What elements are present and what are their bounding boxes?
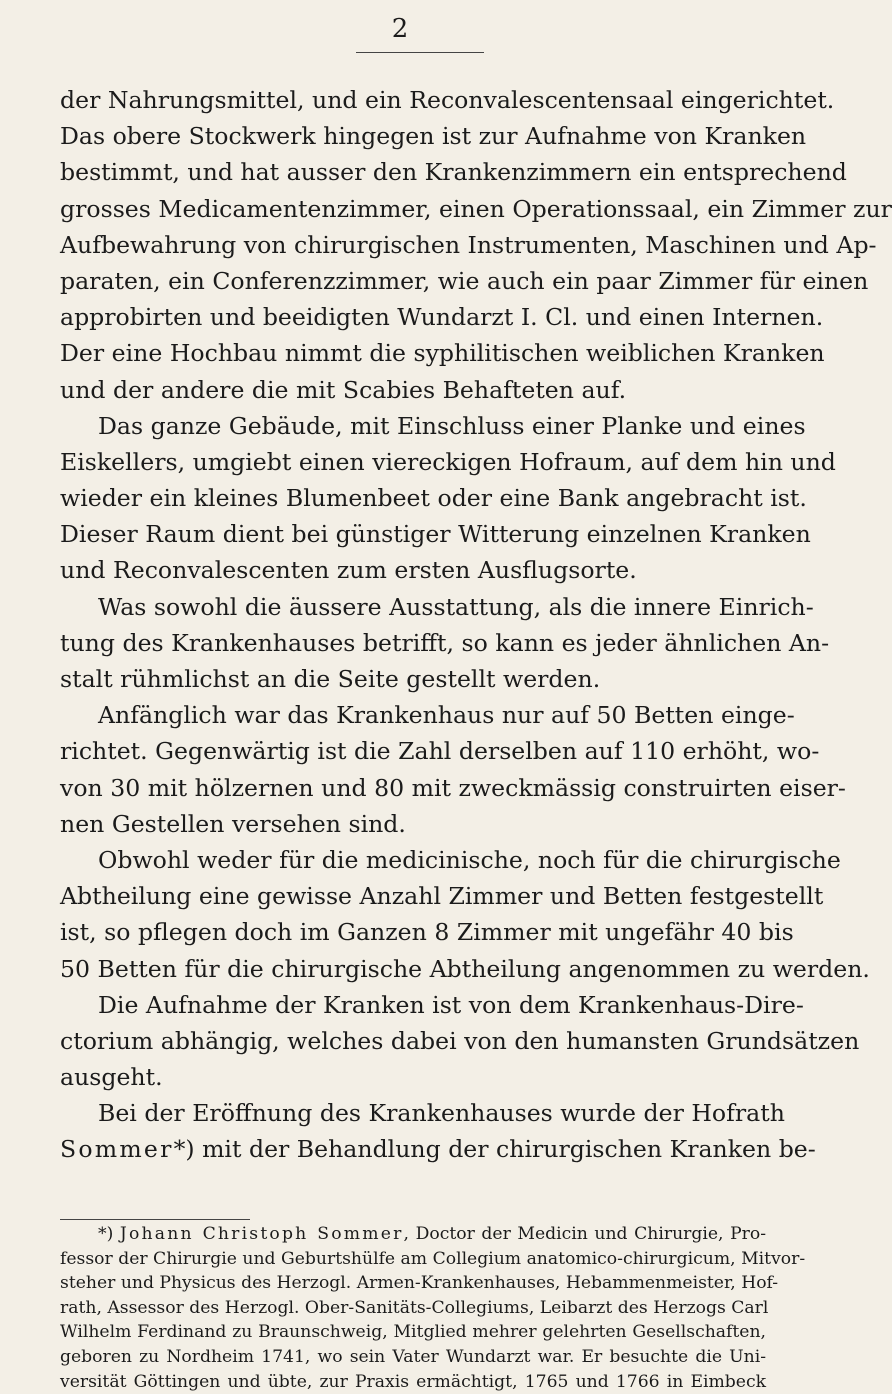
body-text — [60, 82, 892, 1168]
text-line: ist, so pflegen doch im Ganzen 8 Zimmer mit ungefähr 40 bis — [60, 918, 794, 947]
text-line: der Nahrungsmittel, und ein Reconvalescentensaal eingerichtet. — [60, 86, 835, 114]
footnote-line-rest: , Doctor der Medicin und Chirurgie, Pro- — [403, 1224, 767, 1244]
text-line: wieder ein kleines Blumenbeet oder eine Bank angebracht ist. — [60, 484, 807, 513]
text-line: Das obere Stockwerk hingegen ist zur Aufnahme von Kranken — [60, 122, 807, 151]
footnote-line: steher und Physicus des Herzogl. Armen-Krankenhauses, Hebammenmeister, Hof- — [60, 1273, 779, 1294]
text-line: Obwohl weder für die medicinische, noch für die chirurgische — [98, 845, 841, 874]
footnote-line — [60, 1222, 766, 1247]
text-line: Abtheilung eine gewisse Anzahl Zimmer und Betten festgestellt — [60, 882, 824, 911]
text-line: Aufbewahrung von chirurgischen Instrumenten, Maschinen und Ap- — [60, 230, 877, 259]
text-line: und Reconvalescenten zum ersten Ausflugsorte. — [60, 556, 637, 585]
text-line: Eiskellers, umgiebt einen viereckigen Hofraum, auf dem hin und — [60, 447, 836, 476]
text-line: richtet. Gegenwärtig ist die Zahl derselben auf 110 erhöht, wo- — [60, 737, 820, 766]
text-line: und der andere die mit Scabies Behafteten auf. — [60, 375, 627, 404]
text-line: bestimmt, und hat ausser den Krankenzimmern ein entsprechend — [60, 158, 847, 187]
text-line: tung des Krankenhauses betrifft, so kann es jeder ähnlichen An- — [60, 628, 830, 657]
text-line — [60, 1131, 816, 1167]
page-number: 2 — [391, 14, 409, 44]
text-line: approbirten und beeidigten Wundarzt I. Cl. und einen Internen. — [60, 303, 824, 332]
footnotes — [60, 1222, 806, 1394]
header-rule — [356, 52, 484, 53]
footnote-name: Johann Christoph Sommer — [119, 1224, 404, 1244]
text-line: Dieser Raum dient bei günstiger Witterung einzelnen Kranken — [60, 520, 811, 549]
footnote-line: versität Göttingen und übte, zur Praxis ermächtigt, 1765 und 1766 in Eimbeck — [60, 1371, 766, 1392]
text-line: Anfänglich war das Krankenhaus nur auf 50 Betten einge- — [98, 701, 795, 730]
text-line: Was sowohl die äussere Ausstattung, als die innere Einrich- — [98, 592, 814, 621]
text-line: paraten, ein Conferenzzimmer, wie auch ein paar Zimmer für einen — [60, 266, 869, 295]
text-line: Der eine Hochbau nimmt die syphilitischen weiblichen Kranken — [60, 339, 825, 368]
text-line: grosses Medicamentenzimmer, einen Operationssaal, ein Zimmer zur — [60, 194, 892, 223]
text-line: Bei der Eröffnung des Krankenhauses wurde der Hofrath — [98, 1099, 785, 1128]
footnote-rule — [60, 1219, 250, 1220]
text-line: ausgeht. — [60, 1063, 163, 1092]
footnote-marker: *) — [98, 1224, 120, 1244]
text-line: Das ganze Gebäude, mit Einschluss einer Planke und eines — [98, 411, 806, 440]
text-line: nen Gestellen versehen sind. — [60, 809, 406, 838]
text-line: stalt rühmlichst an die Seite gestellt werden. — [60, 665, 601, 693]
text-line: Die Aufnahme der Kranken ist von dem Krankenhaus-Dire- — [98, 990, 804, 1019]
footnote-line: geboren zu Nordheim 1741, wo sein Vater Wundarzt war. Er besuchte die Uni- — [60, 1346, 766, 1367]
text-line: ctorium abhängig, welches dabei von den humansten Grundsätzen — [60, 1026, 860, 1055]
footnote-line: fessor der Chirurgie und Geburtshülfe am Collegium anatomico-chirurgicum, Mitvor- — [60, 1248, 806, 1269]
text-line: von 30 mit hölzernen und 80 mit zweckmässig construirten eiser- — [60, 773, 846, 802]
author-name: Sommer — [60, 1135, 174, 1164]
footnote-line: Wilhelm Ferdinand zu Braunschweig, Mitglied mehrer gelehrten Gesellschaften, — [60, 1322, 766, 1343]
footnote-line: rath, Assessor des Herzogl. Ober-Sanitäts-Collegiums, Leibarzt des Herzogs Carl — [60, 1297, 769, 1318]
text-line-rest: *) mit der Behandlung der chirurgischen Kranken be- — [173, 1135, 816, 1164]
text-line: 50 Betten für die chirurgische Abtheilung angenommen zu werden. — [60, 954, 870, 983]
